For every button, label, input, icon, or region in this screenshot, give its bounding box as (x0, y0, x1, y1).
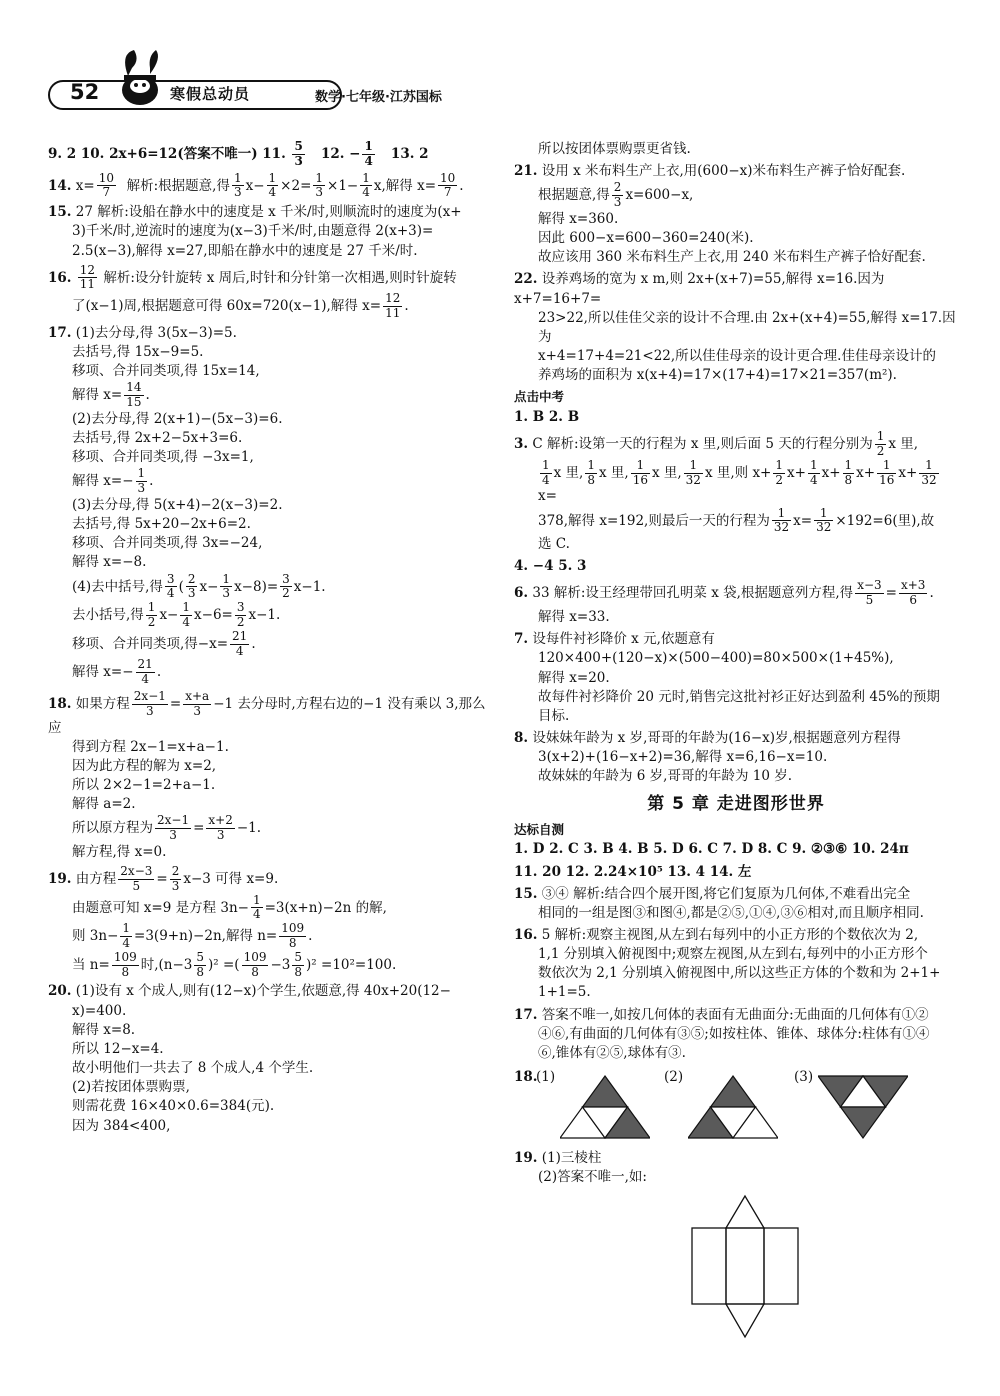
triangle-figure-2 (688, 1074, 778, 1140)
test-answer-18: 18. (1) (2) (3) (514, 1066, 958, 1146)
answer-17: 17. (1)去分母,得 3(5x−3)=5. 去括号,得 15x−9=5. 移项、合并同类项,得 15x=14, 解得 x= $\frac{14}{15}$ . (2)去分母,得 2(x+1)−(5x−3)=6. 去括号,得 2x+2−5x+3=6. 移项、合并同类项,得 −3x=1, 解得 x=− $\frac{1}{3}$ . (3)去分母,得 5(x+4)−2(x−3)=2. 去括号,得 5x+20−2x+6=2. 移项、合并同类项,得 3x=−24, 解得 x=−8. (4)去中括号,得 $\frac{3}{4}$ ( $\frac{2}{3}$ x− $\frac{1}{3}$ x−8)= $\frac{3}{2}$ x−1. 去小括号,得 $\frac{1}{2}$ x− $\frac{1}{4}$ x−6= $\frac{3}{2}$ x−1. 移项、合并同类项,得−x= $\frac{21}{4}$ . 解得 x=− $\frac{21}{4}$ . (48, 324, 326, 687)
test-answer-17: 17. 答案不唯一,如按几何体的表面有无曲面分:无曲面的几何体有①② ④⑥,有曲面的几何体有③⑤;如按柱体、锥体、球体分:柱体有①④ ⑥,锥体有②⑤,球体有③. (514, 1006, 930, 1061)
figure-label-1: (1) (536, 1069, 556, 1086)
exam-answer-8: 8. 设妹妹年龄为 x 岁,哥哥的年龄为(16−x)岁,根据题意列方程得 3(x+2)+(16−x+2)=36,解得 x=6,16−x=10. 故妹妹的年龄为 6 岁,哥哥的年龄为 10 岁. (514, 730, 901, 785)
answer-15: 15. 27 解析:设船在静水中的速度是 x 千米/时,则顺流时的速度为(x+ 3)千米/时,逆流时的速度为(x−3)千米/时,由题意得 2(x+3)= 2.5(x−3),解得 x=27,即船在静水中的速度是 27 千米/时. (48, 204, 462, 259)
test-answers-1-10: 1. D 2. C 3. B 4. B 5. D 6. C 7. D 8. C 9. ②③⑥ 10. 24π (514, 841, 909, 858)
answers-9-13: 9. 2 10. 2x+6=12(答案不唯一) 11. $\frac{5}{3}$ 12. − $\frac{1}{4}$ 13. 2 (48, 139, 429, 168)
right-column (514, 140, 958, 1190)
exam-answer-6: 6. 33 解析:设王经理带回孔明菜 x 袋,根据题意列方程,得 $\frac{x-3}{5}$ = $\frac{x+3}{6}$ . 解得 x=33. (514, 578, 934, 626)
exam-answer-7: 7. 设每件衬衫降价 x 元,依题意有 120×400+(120−x)×(500−400)=80×500×(1+45%), 解得 x=20. 故每件衬衫降价 20 元时,销售完这批衬衫正好达到盈利 45%的预期 目标. (514, 631, 940, 724)
figure-label-2: (2) (664, 1069, 684, 1086)
book-title: 寒假总动员 (170, 85, 251, 103)
mascot-pot-icon (110, 46, 170, 108)
triangle-figure-1 (560, 1074, 650, 1140)
figure-label-3: (3) (794, 1069, 814, 1086)
answer-22: 22. 设养鸡场的宽为 x m,则 2x+(x+7)=55,解得 x=16.因为 x+7=16+7= 23>22,所以佳佳父亲的设计不合理.由 2x+(x+4)=55,解得 x=17.因为 x+4=17+4=21<22,所以佳佳母亲的设计更合理.佳佳母亲设计的 养鸡场的面积为 x(x+4)=17×(17+4)=17×21=357(m²). (514, 271, 956, 384)
answer-20: 20. (1)设有 x 个成人,则有(12−x)个学生,依题意,得 40x+20(12− x)=400. 解得 x=8. 所以 12−x=4. 故小明他们一共去了 8 个成人,4 个学生. (2)若按团体票购票, 则需花费 16×40×0.6=384(元). 因为 384<400, (48, 983, 451, 1134)
section-heading-test: 达标自测 (514, 821, 565, 837)
exam-answers-4-5: 4. −4 5. 3 (514, 558, 587, 575)
test-answer-19: 19. (1)三棱柱 (2)答案不唯一,如: (514, 1150, 647, 1186)
subject-line: 数学·七年级·江苏国标 (315, 90, 442, 105)
test-answer-15: 15. ③④ 解析:结合四个展开图,将它们复原为几何体,不难看出完全 相同的一组是图③和图④,都是②⑤,①④,③⑥相对,而且顺序相同. (514, 885, 924, 921)
triangle-figure-3 (818, 1074, 908, 1140)
left-column (48, 140, 486, 1139)
answer-21: 21. 设用 x 米布料生产上衣,用(600−x)米布料生产裤子恰好配套. 根据题意,得 $\frac{2}{3}$ x=600−x, 解得 x=360. 因此 600−x=600−360=240(米). 故应该用 360 米布料生产上衣,用 240 米布料生产裤子恰好配套. (514, 163, 926, 266)
page-header (40, 66, 500, 112)
page-number: 52 (70, 80, 100, 104)
answer-16: 16. $\frac{12}{11}$ 解析:设分针旋转 x 周后,时针和分针第一次相遇,则时针旋转 了(x−1)周,根据题意可得 60x=720(x−1),解得 x= $\frac{12}{11}$ . (48, 262, 457, 321)
section-heading-exam: 点击中考 (514, 389, 565, 405)
prism-net-figure (690, 1194, 800, 1340)
test-answer-16: 16. 5 解析:观察主视图,从左到右每列中的小正方形的个数依次为 2, 1,1 分别填入俯视图中;观察左视图,从左到右,每列中的小正方形个 数依次为 2,1 分别填入俯视图中,所以这些正方体的个数和为 2+1+ 1+1=5. (514, 926, 941, 1001)
exam-answers-1-2: 1. B 2. B (514, 409, 580, 426)
answer-20-cont: 所以按团体票购票更省钱. (538, 141, 691, 157)
chapter-title: 第 5 章 走进图形世界 (647, 794, 825, 815)
test-answers-11-14: 11. 20 12. 2.24×10⁵ 13. 4 14. 左 (514, 863, 752, 880)
answer-18: 18. 如果方程 $\frac{2x-1}{3}$ = $\frac{x+a}{3}$ −1 去分母时,方程右边的−1 没有乘以 3,那么应 得到方程 2x−1=x+a−1. 因为此方程的解为 x=2, 所以 2×2−1=2+a−1. 解得 a=2. 所以原方程为 $\frac{2x-1}{3}$ = $\frac{x+2}{3}$ −1. 解方程,得 x=0. (48, 688, 486, 860)
answer-19: 19. 由方程 $\frac{2x-3}{5}$ = $\frac{2}{3}$ x−3 可得 x=9. 由题意可知 x=9 是方程 3n− $\frac{1}{4}$ =3(x+n)−2n 的解, 则 3n− $\frac{1}{4}$ =3(9+n)−2n,解得 n= $\frac{109}{8}$ . 当 n= $\frac{109}{8}$ 时,(n−3 $\frac{5}{8}$ )² =( $\frac{109}{8}$ −3 $\frac{5}{8}$ )² =10²=100. (48, 864, 397, 979)
answer-14: 14. x= $\frac{10}{7}$ 解析:根据题意,得 $\frac{1}{3}$ x− $\frac{1}{4}$ ×2= $\frac{1}{3}$ ×1− $\frac{1}{4}$ x,解得 x= $\frac{10}{7}$ . (48, 170, 464, 200)
exam-answer-3: 3. C 解析:设第一天的行程为 x 里,则后面 5 天的行程分别为 $\frac{1}{2}$ x 里, $\frac{1}{4}$ x 里, $\frac{1}{8}$ x 里, $\frac{1}{16}$ x 里, $\frac{1}{32}$ x 里,则 x+ $\frac{1}{2}$ x+ $\frac{1}{4}$ x+ $\frac{1}{8}$ x+ $\frac{1}{16}$ x+ $\frac{1}{32}$ x= 378,解得 x=192,则最后一天的行程为 $\frac{1}{32}$ x= $\frac{1}{32}$ ×192=6(里),故 选 C. (514, 429, 937, 553)
